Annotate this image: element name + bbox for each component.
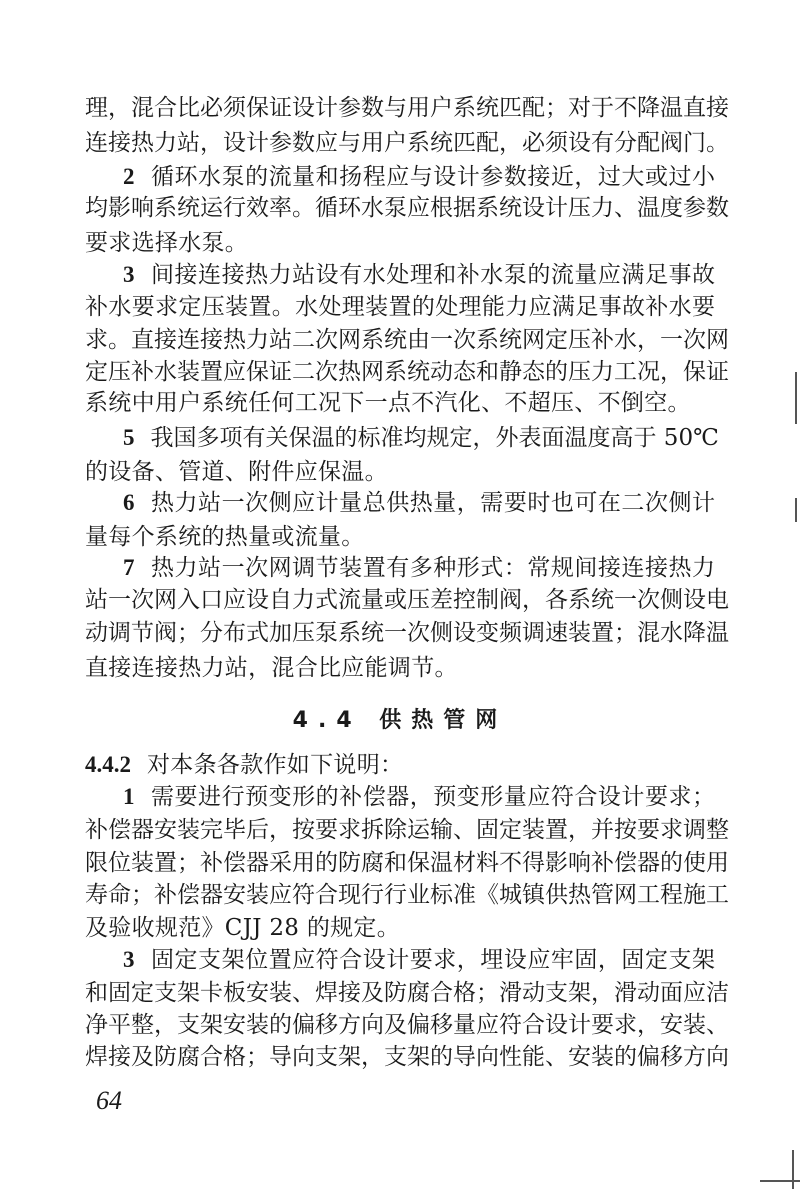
- section-heading: 4.4 供热管网: [292, 708, 508, 733]
- text-line: [85, 292, 715, 322]
- text-line: [85, 162, 715, 192]
- item-number: 2: [123, 164, 135, 189]
- line-text: 和固定支架卡板安装、焊接及防腐合格；滑动支架，滑动面应洁: [85, 980, 729, 1006]
- text-line: [85, 553, 715, 583]
- text-line: [85, 522, 715, 552]
- line-text: 均影响系统运行效率。循环水泵应根据系统设计压力、温度参数: [85, 195, 729, 221]
- text-line: [85, 848, 729, 878]
- line-text: 理，混合比必须保证设计参数与用户系统匹配；对于不降温直接: [85, 95, 729, 121]
- line-text: 焊接及防腐合格；导向支架，支架的导向性能、安装的偏移方向: [85, 1044, 729, 1070]
- text-line: [85, 357, 729, 387]
- line-text: 固定支架位置应符合设计要求，埋设应牢固，固定支架: [150, 947, 715, 973]
- item-number: 5: [123, 425, 135, 450]
- line-text: 循环水泵的流量和扬程应与设计参数接近，过大或过小: [150, 164, 715, 190]
- text-line: [85, 618, 729, 648]
- line-text: 限位装置；补偿器采用的防腐和保温材料不得影响补偿器的使用: [85, 850, 729, 876]
- line-text: 对本条各款作如下说明：: [147, 752, 404, 778]
- text-line: [85, 653, 715, 683]
- line-text: 站一次网入口应设自力式流量或压差控制阀，各系统一次侧设电: [85, 587, 729, 613]
- line-text: 需要进行预变形的补偿器，预变形量应符合设计要求；: [150, 784, 715, 810]
- item-number: 7: [123, 555, 135, 580]
- line-text: 寿命；补偿器安装应符合现行行业标准《城镇供热管网工程施工: [85, 882, 729, 908]
- scan-edge-mark: [792, 1150, 794, 1189]
- line-text: 热力站一次侧应计量总供热量，需要时也可在二次侧计: [150, 490, 715, 516]
- text-line: [85, 423, 719, 453]
- text-line: [85, 750, 715, 780]
- line-text: 的设备、管道、附件应保温。: [85, 459, 388, 485]
- line-text: 补偿器安装完毕后，按要求拆除运输、固定装置，并按要求调整: [85, 817, 729, 843]
- line-text: 间接连接热力站设有水处理和补水泵的流量应满足事故: [150, 262, 715, 288]
- text-line: [85, 260, 715, 290]
- line-text: 直接连接热力站，混合比应能调节。: [85, 655, 458, 681]
- text-line: [85, 978, 729, 1008]
- line-text: 定压补水装置应保证二次热网系统动态和静态的压力工况，保证: [85, 359, 729, 385]
- line-text: 连接热力站，设计参数应与用户系统匹配，必须设有分配阀门。: [85, 130, 729, 156]
- text-line: [85, 945, 715, 975]
- item-number: 6: [123, 490, 135, 515]
- line-text: 动调节阀；分布式加压泵系统一次侧设变频调速装置；混水降温: [85, 620, 729, 646]
- text-line: [85, 782, 715, 812]
- line-text: 系统中用户系统任何工况下一点不汽化、不超压、不倒空。: [85, 390, 691, 416]
- text-line: [85, 585, 729, 615]
- text-line: [85, 488, 715, 518]
- line-text: 及验收规范》CJJ 28 的规定。: [85, 915, 401, 941]
- text-line: [85, 1042, 729, 1072]
- scan-edge-mark: [795, 372, 797, 424]
- text-line: [85, 457, 715, 487]
- text-line: [85, 128, 729, 158]
- text-line: [85, 1010, 729, 1040]
- line-text: 热力站一次网调节装置有多种形式：常规间接连接热力: [150, 555, 715, 581]
- line-text: 量每个系统的热量或流量。: [85, 524, 365, 550]
- text-line: [85, 193, 729, 223]
- page-number: 64: [96, 1086, 122, 1115]
- text-line: [85, 815, 729, 845]
- scan-edge-mark: [795, 498, 797, 522]
- text-line: [85, 93, 729, 123]
- text-line: [85, 325, 729, 355]
- text-line: [85, 913, 715, 943]
- text-line: [85, 880, 729, 910]
- scan-edge-mark: [760, 1180, 800, 1182]
- line-text: 补水要求定压装置。水处理装置的处理能力应满足事故补水要: [85, 294, 715, 320]
- item-number: 3: [123, 947, 135, 972]
- line-text: 净平整，支架安装的偏移方向及偏移量应符合设计要求，安装、: [85, 1012, 729, 1038]
- line-text: 要求选择水泵。: [85, 230, 249, 256]
- text-line: [85, 228, 715, 258]
- line-text: 求。直接连接热力站二次网系统由一次系统网定压补水，一次网: [85, 327, 729, 353]
- line-text: 我国多项有关保温的标准均规定，外表面温度高于 50℃: [150, 425, 719, 451]
- item-number: 1: [123, 784, 135, 809]
- clause-number: 4.4.2: [85, 752, 131, 777]
- item-number: 3: [123, 262, 135, 287]
- text-line: [85, 388, 715, 418]
